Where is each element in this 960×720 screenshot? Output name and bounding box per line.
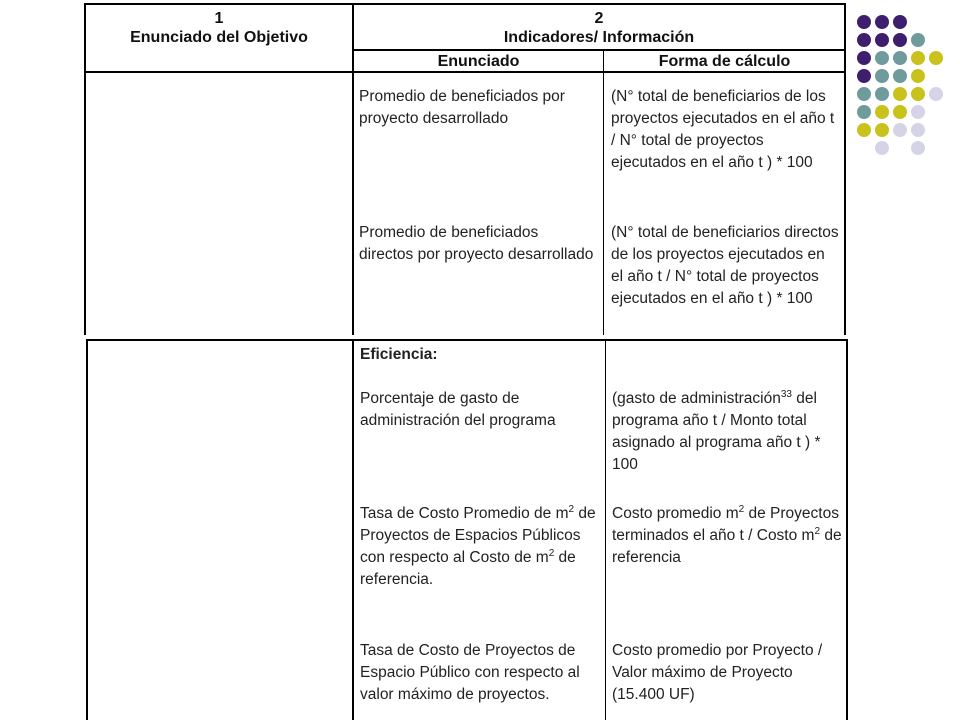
dot-teal-icon [875, 87, 889, 101]
dot-purple-icon [857, 51, 871, 65]
dot-lavender-icon [911, 141, 925, 155]
subcol-divider-upper [603, 49, 604, 335]
dot-yellow-icon [911, 51, 925, 65]
subheader-enunciado: Enunciado [437, 53, 520, 70]
table-top-border [84, 3, 846, 5]
dot-lavender-icon [929, 87, 943, 101]
dot-yellow-icon [875, 123, 889, 137]
subcol-divider-lower [605, 339, 606, 720]
dot-purple-icon [875, 15, 889, 29]
dot-purple-icon [893, 15, 907, 29]
col-divider-lower [352, 339, 354, 720]
table-left-border-upper [84, 3, 86, 335]
eficiencia-label: Eficiencia: [360, 346, 438, 363]
col2-title: Indicadores/ Información [503, 29, 695, 46]
dot-purple-icon [857, 15, 871, 29]
dot-teal-icon [875, 51, 889, 65]
dot-lavender-icon [911, 123, 925, 137]
dot-yellow-icon [911, 87, 925, 101]
dot-lavender-icon [911, 105, 925, 119]
s1-row1-enunciado: Promedio de beneficiados por proyecto desarrollado [359, 88, 565, 127]
s1-row1-forma: (N° total de beneficiarios de los proyectos ejecutados en el año t / N° total de proyectos ejecutados en el año t ) * 100 [611, 88, 835, 171]
dot-purple-icon [893, 33, 907, 47]
s2-row3-enunciado: Tasa de Costo de Proyectos de Espacio Público con respecto al valor máximo de proyectos. [360, 642, 580, 703]
footnote-33-sup: 33 [780, 389, 792, 400]
subheader-forma-calculo: Forma de cálculo [658, 53, 791, 70]
header-subrow-divider [352, 49, 846, 51]
dot-yellow-icon [911, 69, 925, 83]
m2-sup-4: 2 [814, 526, 821, 537]
s2-row2-enunciado-part-a: Tasa de Costo Promedio de m [360, 505, 569, 522]
dot-lavender-icon [875, 141, 889, 155]
s2-row2-forma-part-a: Costo promedio m [612, 505, 739, 522]
section-divider [86, 339, 848, 341]
s2-row1-forma [612, 388, 842, 476]
dot-purple-icon [857, 69, 871, 83]
s2-row2-forma-part-c: de referencia [612, 527, 842, 566]
header-bottom-border [84, 71, 846, 73]
s2-row2-enunciado [360, 503, 596, 591]
dot-teal-icon [893, 51, 907, 65]
dot-purple-icon [875, 33, 889, 47]
dot-teal-icon [857, 87, 871, 101]
dot-yellow-icon [893, 87, 907, 101]
col1-title: Enunciado del Objetivo [130, 29, 308, 46]
dot-yellow-icon [857, 123, 871, 137]
table-left-border-lower [86, 339, 88, 720]
dot-yellow-icon [875, 105, 889, 119]
dot-teal-icon [875, 69, 889, 83]
col1-number: 1 [214, 10, 224, 27]
table-right-border-upper [844, 3, 846, 335]
s2-row2-enunciado-part-c: de referencia. [360, 549, 576, 588]
dot-teal-icon [857, 105, 871, 119]
dot-yellow-icon [929, 51, 943, 65]
dot-teal-icon [911, 33, 925, 47]
s2-row2-forma [612, 503, 842, 569]
col2-number: 2 [594, 10, 604, 27]
dot-yellow-icon [893, 105, 907, 119]
s2-row1-enunciado: Porcentaje de gasto de administración del programa [360, 390, 556, 429]
s1-row2-enunciado: Promedio de beneficiados directos por proyecto desarrollado [359, 224, 594, 263]
s1-row2-forma: (N° total de beneficiarios directos de los proyectos ejecutados en el año t / N° total de proyectos ejecutados en el año t ) * 100 [611, 224, 839, 307]
table-right-border-lower [846, 339, 848, 720]
s2-row3-forma: Costo promedio por Proyecto / Valor máximo de Proyecto (15.400 UF) [612, 642, 823, 703]
s2-row1-forma-part-b: del programa año t / Monto total asignado al programa año t ) * 100 [612, 390, 821, 473]
dot-teal-icon [893, 69, 907, 83]
s2-row2-forma-part-b: de Proyectos terminados el año t / Costo m [612, 505, 839, 544]
s2-row1-forma-part-a: (gasto de administración [612, 390, 781, 407]
dot-purple-icon [857, 33, 871, 47]
m2-sup-3: 2 [738, 504, 745, 515]
m2-sup-2: 2 [548, 548, 555, 559]
dot-lavender-icon [893, 123, 907, 137]
s2-row2-enunciado-part-b: de Proyectos de Espacios Públicos con respecto al Costo de m [360, 505, 596, 566]
m2-sup-1: 2 [568, 504, 575, 515]
